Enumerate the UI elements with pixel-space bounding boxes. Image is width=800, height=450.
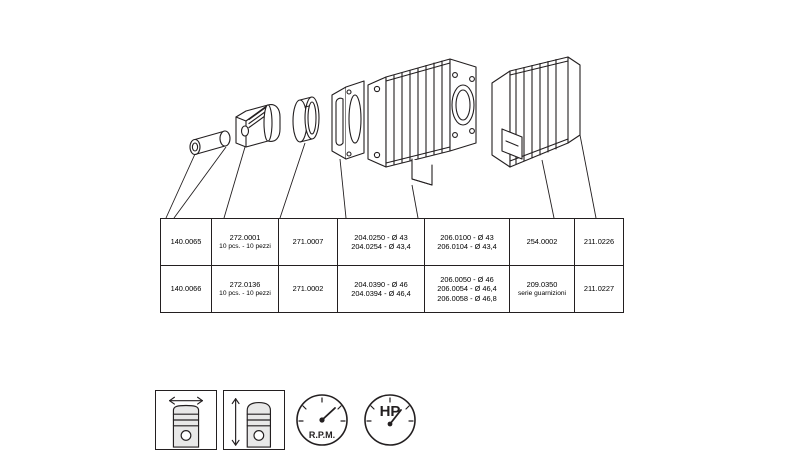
piston-pin-part (190, 131, 230, 155)
cell-cylinder-head: 211.0227 (575, 266, 624, 313)
cell-cylinder: 206.0050 - Ø 46 206.0054 - Ø 46,4 206.0058 - Ø 46,8 (425, 266, 510, 313)
cell-kit-code: 140.0066 (161, 266, 212, 313)
cylinder-base-gasket-part (332, 81, 364, 159)
cell-piston-pin: 271.0002 (279, 266, 338, 313)
cell-piston-ring-set: 272.0136 10 pcs. - 10 pezzi (212, 266, 279, 313)
cylinder-head-part (492, 57, 580, 167)
stroke-height-icon (223, 390, 285, 450)
cell-piston: 204.0390 - Ø 46 204.0394 - Ø 46,4 (338, 266, 425, 313)
table-row (161, 219, 624, 266)
cell-piston: 204.0250 - Ø 43 204.0254 - Ø 43,4 (338, 219, 425, 266)
horsepower-gauge-icon (359, 390, 421, 450)
cell-gasket-set: 254.0002 (510, 219, 575, 266)
rpm-gauge-icon (291, 390, 353, 450)
cylinder-part (368, 59, 476, 185)
parts-table (160, 218, 624, 313)
rpm-gauge-label: R.P.M. (308, 430, 336, 440)
horsepower-gauge-label: HP (379, 403, 401, 420)
table-row (161, 266, 624, 313)
spec-icon-strip (155, 390, 445, 450)
cell-gasket-set: 209.0350 serie guarnizioni (510, 266, 575, 313)
piston-rings-part (293, 97, 319, 142)
piston-part (236, 105, 280, 147)
cell-piston-ring-set: 272.0001 10 pcs. - 10 pezzi (212, 219, 279, 266)
cell-cylinder: 206.0100 - Ø 43 206.0104 - Ø 43,4 (425, 219, 510, 266)
cell-piston-pin: 271.0007 (279, 219, 338, 266)
cell-cylinder-head: 211.0226 (575, 219, 624, 266)
cell-kit-code: 140.0065 (161, 219, 212, 266)
bore-diameter-icon (155, 390, 217, 450)
exploded-diagram (150, 55, 620, 220)
